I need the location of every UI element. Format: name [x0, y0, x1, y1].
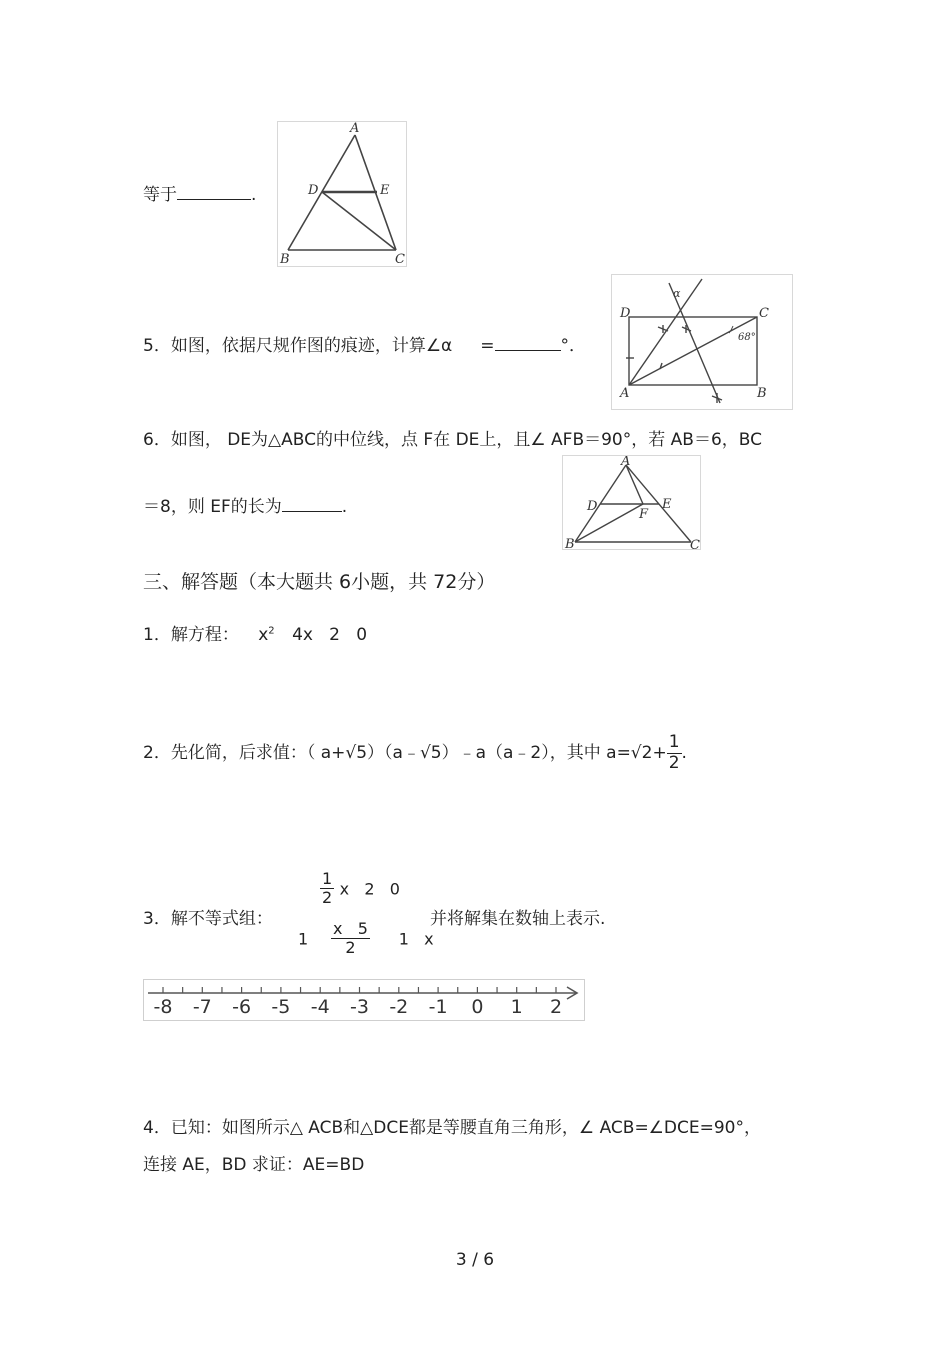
fig-q4-label-d: D	[308, 183, 319, 198]
number-line-label: -3	[350, 996, 369, 1018]
fig-q5-label-b: B	[757, 386, 767, 401]
number-line-label: 1	[510, 996, 523, 1018]
p3-row2-num: x 5	[333, 919, 368, 938]
q6-line2-text: ＝8，则 EF的长为	[143, 497, 282, 517]
p3-row-2	[298, 920, 434, 958]
question-6-line1: 6．如图， DE为△ABC的中位线，点 F在 DE上，且∠ AFB＝90°，若 AB＝6，BC	[143, 430, 762, 450]
answer-blank	[495, 334, 561, 351]
q4-tail-text: 等于	[143, 185, 177, 205]
p3-row1-fraction	[320, 870, 334, 908]
p3-row2-den: 2	[345, 938, 356, 958]
question-6-line2	[143, 492, 347, 517]
p3-row-1	[320, 870, 400, 908]
p3-tail: 并将解集在数轴上表示.	[430, 909, 606, 929]
q6-suffix: .	[341, 497, 348, 517]
number-line-label: -8	[153, 996, 173, 1018]
fig-q5-label-d: D	[620, 306, 631, 321]
figure-q5-rectangle	[611, 274, 793, 410]
q5-eq: =	[480, 336, 495, 356]
p2-label: 2．先化简，后求值：（ a+√5）（a﹣√5）﹣a（a﹣2），其中 a=√2+	[143, 743, 667, 764]
fig-q4-label-e: E	[380, 183, 390, 198]
q5-text: 5．如图，依据尺规作图的痕迹，计算∠α	[143, 336, 453, 356]
number-line-label: 2	[549, 996, 563, 1018]
fig-q6-label-d: D	[587, 499, 598, 514]
p3-row2-left: 1	[298, 929, 309, 949]
problem-4-line2: 连接 AE，BD 求证：AE=BD	[143, 1155, 365, 1175]
fig-q6-label-a: A	[621, 456, 631, 469]
fig-q4-label-b: B	[280, 252, 290, 266]
number-line-label: 0	[471, 996, 484, 1018]
number-line-label: -6	[232, 996, 252, 1018]
number-line-label: -4	[310, 996, 330, 1018]
fig-q5-label-alpha: α	[673, 287, 681, 300]
figure-q4-triangle	[277, 121, 407, 267]
p1-x: x	[258, 625, 269, 645]
q4-tail	[143, 180, 256, 205]
p2-frac-num: 1	[668, 732, 680, 752]
fig-q6-label-c: C	[690, 538, 700, 549]
p3-row2-fraction	[331, 920, 370, 958]
p3-row1-num: 1	[322, 869, 333, 888]
fig-q6-label-f: F	[639, 507, 649, 522]
fig-q5-label-a: A	[620, 386, 630, 401]
p1-label: 1．解方程：	[143, 625, 239, 645]
number-line-label: -5	[271, 996, 291, 1018]
p1-exponent: 2	[268, 625, 275, 637]
page-number: 3 / 6	[455, 1250, 495, 1270]
question-5	[143, 331, 586, 356]
problem-1	[143, 620, 367, 645]
answer-blank	[177, 183, 251, 200]
number-line-label: -7	[192, 996, 212, 1018]
answer-blank	[282, 495, 342, 512]
number-line	[143, 979, 585, 1021]
figure-q6-triangle	[562, 455, 701, 550]
p2-suffix: .	[681, 743, 687, 764]
p2-frac-den: 2	[668, 752, 680, 773]
p3-label: 3．解不等式组：	[143, 909, 273, 929]
number-line-label: -2	[389, 996, 409, 1018]
p3-row2-rest: 1 x	[398, 929, 434, 949]
q5-suffix: °．	[560, 336, 587, 356]
q4-tail-suffix: .	[251, 185, 257, 205]
number-line-label: -1	[428, 996, 448, 1018]
p1-rest: 4x 2 0	[292, 625, 368, 645]
p3-row1-rest: x 2 0	[339, 879, 400, 899]
problem-4-line1: 4．已知：如图所示△ ACB和△DCE都是等腰直角三角形，∠ ACB=∠DCE=90°，	[143, 1118, 762, 1138]
fig-q4-label-a: A	[350, 122, 360, 136]
p3-row1-den: 2	[322, 888, 333, 908]
fig-q6-label-b: B	[565, 537, 575, 549]
fig-q6-label-e: E	[662, 497, 672, 512]
fig-q4-label-c: C	[395, 252, 405, 266]
fig-q5-label-angle: 68°	[738, 332, 756, 343]
p2-fraction	[667, 733, 682, 773]
problem-2	[143, 733, 687, 773]
fig-q5-label-c: C	[759, 306, 769, 321]
section-3-heading: 三、解答题（本大题共 6小题，共 72分）	[143, 571, 496, 593]
